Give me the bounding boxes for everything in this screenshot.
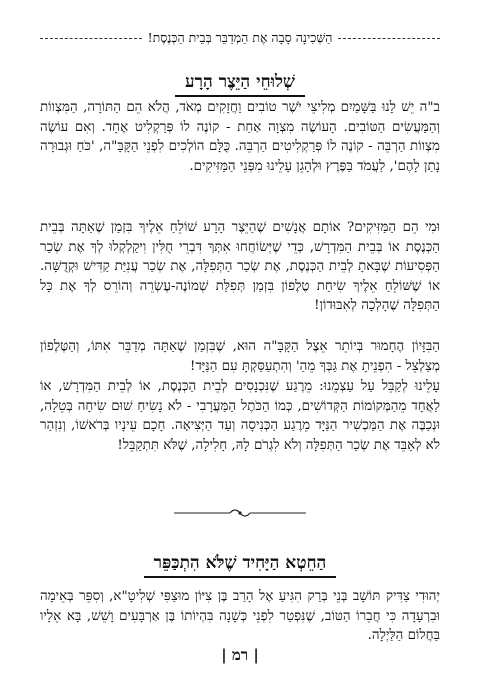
dashed-rule [40,38,142,39]
section-title-text: שְׁלוּחֵי הַיֵּצֶר הָרָע [175,72,305,97]
running-head-text: הַשְּׁכִינָה סָבָה אֶת הַמְדַבֵּר בְּבֵית הַכְּנֶסֶת! [147,30,333,45]
paragraph: עָלֵינוּ לְקַבֵּל עַל עַצְמֵנוּ: מֵרֶגַע שֶׁנִּכְנָסִים לְבֵית הַכְּנֶסֶת, אוֹ לְבֵית הַמִּדְרָשׁ, אוֹ לַאֲחָד מֵהַמְּקוֹמוֹת הַקְּדוֹשִׁים, כְּמוֹ הַכֹּתֶל הַמַּעֲרָבִי - לֹא נָשִׂיחַ שׁוּם שִׂיחָה בְּטֵלָה, וּנְכַבֶּה אֶת הַמַּכְשִׁיר הַנַּיָּד מֵרֶגַע הַכְּנִיסָה וְעַד הַיְּצִיאָה. חָכָם עֵינָיו בְּרֹאשׁוֹ, וְנִזְהַר לֹא לְאַבֵּד אֶת שְׂכַר הַתְּפִלָּה וְלֹא לִגְרֹם לָהּ, חָלִילָה, שֶׁלֹּא תִּתְקַבֵּל! [40,379,440,453]
section-title [40,553,440,578]
paragraph: ב"ה יֵשׁ לָנוּ בַּשָּׁמַיִם מְלִיצֵי יֹשֶׁר טוֹבִים וַחֲזָקִים מְאֹד, הֲלֹא הֵם הַתּוֹרָה, הַמִּצְווֹת וְהַמַּעֲשִׂים הַטּוֹבִים. הָעוֹשֶׂה מִצְוָה אַחַת - קוֹנֶה לוֹ פְּרַקְלִיט אֶחָד. וְאִם עוֹשֶׂה מִצְווֹת הַרְבֵּה - קוֹנֶה לוֹ פְּרַקְלִיטִים הַרְבֵּה. כֻּלָּם הוֹלְכִים לִפְנֵי הַקָּבָּ"ה, 'כֹּחַ וּגְבוּרָה נָתַן לָהֶם', לַעֲמֹד בַּפֶּרֶץ וּלְהָגֵן עָלֵינוּ מִפְּנֵי הַמַּזִּיקִים. [40,100,440,174]
running-head [40,30,440,46]
paragraph: יְהוּדִי צַדִּיק תּוֹשָׁב בְּנֵי בְּרַק הִגִּיעַ אֶל הָרַב בֶּן צִיּוֹן מוּצַפִּי שְׁלִיטָ"א, וְסִפֵּר בְּאֵימָה וּבִרְעָדָה כִּי חֲבֵרוֹ הַטּוֹב, שֶׁנִּפְטַר לִפְנֵי כְּשָׁנָה בִּהְיוֹתוֹ בֶּן אַרְבָּעִים וָשֵׁשׁ, בָּא אֵלָיו בַּחֲלוֹם הַלַּיְלָה. [40,589,440,644]
page-number: | רמ | [221,646,259,664]
dashed-rule [338,38,440,39]
section-title [40,72,440,97]
section-title-text: הַחֵטְא הַיָּחִיד שֶׁלֹּא הִתְכַּפֵּר [144,553,337,578]
paragraph: וּמִי הֵם הַמַּזִּיקִים? אוֹתָם אֲנָשִׁים שֶׁהַיֵּצֶר הָרָע שׁוֹלֵחַ אֵלֶיךָ בִּזְמַן שֶׁאַתָּה בְּבֵית הַכְּנֶסֶת אוֹ בְּבֵית הַמִּדְרָשׁ, כְּדֵי שֶׁיְּשׂוֹחֲחוּ אִתְּךָ דִּבְרֵי חֻלִּין וִיקַלְקְלוּ לְךָ אֶת שְׂכַר הַפְּסִיעוֹת שֶׁבָּאתָ לְבֵית הַכְּנֶסֶת, אֶת שְׂכַר הַתְּפִלָּה, אֶת שְׂכַר עֲנִיַּת קַדִּישׁ וּקְדֻשָּׁה. אוֹ שֶׁשּׁוֹלֵחַ אֵלֶיךָ שִׂיחַת טֶלֶפוֹן בִּזְמַן תְּפִלַּת שְׁמוֹנֶה-עֶשְׂרֵה וְהוֹרֵס לְךָ אֶת כָּל הַתְּפִלָּה שֶׁהָלְכָה לְאִבּוּדוֹן! [40,220,440,314]
paragraph: הַבִּזָּיוֹן הֶחָמוּר בְּיוֹתֵר אֵצֶל הַקָּבָּ"ה הוּא, שֶׁבִּזְמַן שֶׁאַתָּה מְדַבֵּר אִתּוֹ, וְהַטֶּלֶפוֹן מְצַלְצֵל - הִפְנֵיתָ אֶת גַּבְּךָ מֵהַ' וְהִתְעַסַּקְתָּ עִם הַנַּיָּד! [40,339,440,374]
divider-ornament-icon [170,506,310,520]
